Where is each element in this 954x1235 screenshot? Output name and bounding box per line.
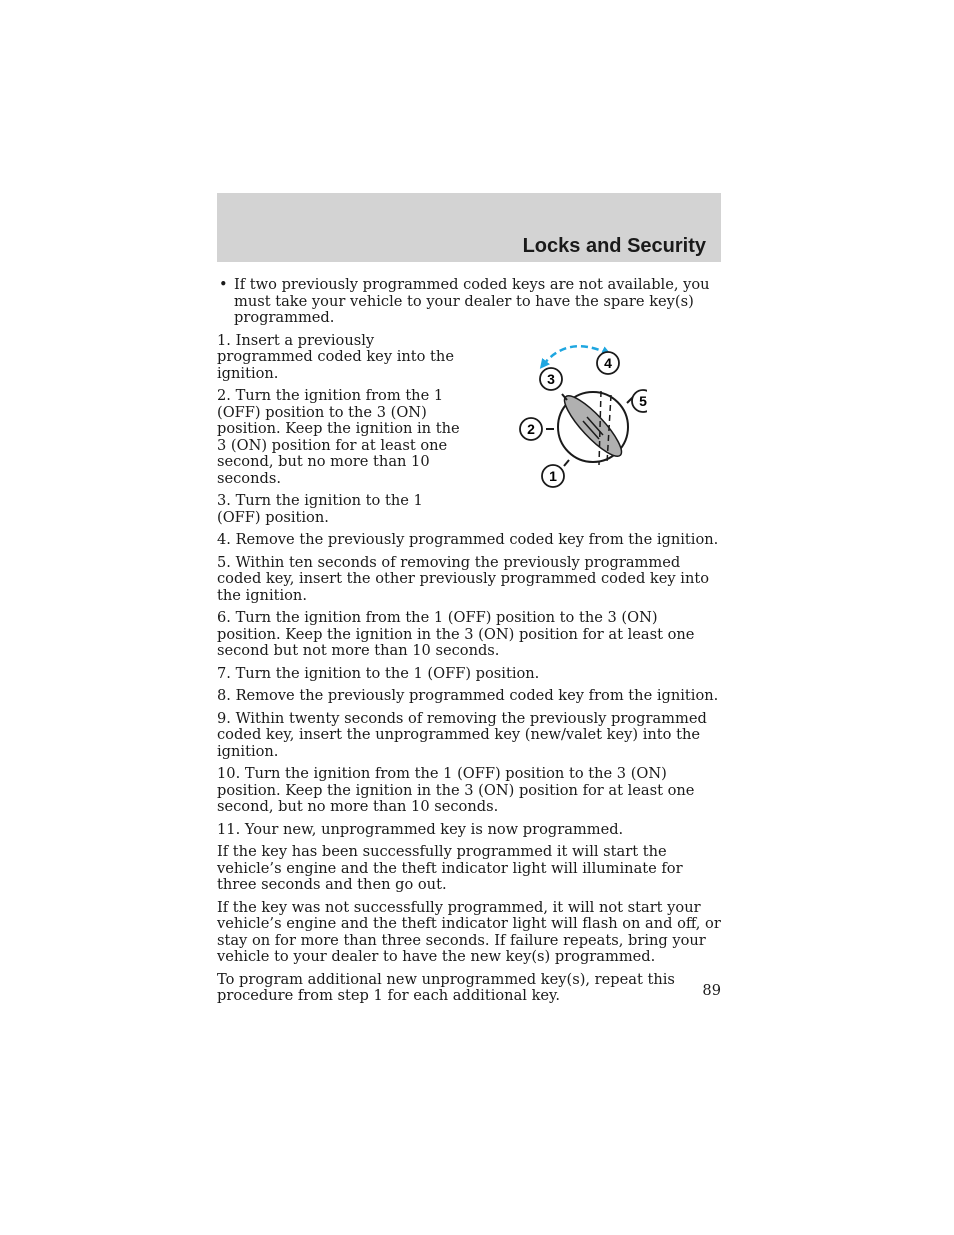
position-label-2 <box>520 418 542 440</box>
position-label-4 <box>597 352 619 374</box>
position-label-5 <box>632 390 647 412</box>
section-title: Locks and Security <box>522 235 706 257</box>
bullet-text: If two previously programmed coded keys are not available, you must take your vehicle to your dealer to have the spare key(s) programmed. <box>234 276 710 326</box>
steps-with-figure <box>217 333 723 527</box>
bullet-item <box>217 277 723 327</box>
step-10: 10. Turn the ignition from the 1 (OFF) position to the 3 (ON) position. Keep the ignition in the 3 (ON) position for at least one second, but no more than 10 seconds. <box>217 765 695 815</box>
step-9: 9. Within twenty seconds of removing the previously programmed coded key, insert the unprogrammed key (new/valet key) into the ignition. <box>217 709 707 760</box>
position-label-3 <box>540 368 562 390</box>
page-content <box>217 277 723 1011</box>
paragraph-success: If the key has been successfully programmed it will start the vehicle’s engine and the theft indicator light will illuminate for three seconds and then go out. <box>217 843 683 893</box>
position-label-1 <box>542 465 564 487</box>
step-11: 11. Your new, unprogrammed key is now programmed. <box>217 820 624 838</box>
step-6: 6. Turn the ignition from the 1 (OFF) position to the 3 (ON) position. Keep the ignition in the 3 (ON) position for at least one second but not more than 10 seconds. <box>217 609 695 659</box>
svg-text:1: 1 <box>549 467 557 484</box>
step-1: 1. Insert a previously programmed coded key into the ignition. <box>217 331 454 382</box>
bullet-symbol: • <box>219 276 228 293</box>
svg-text:5: 5 <box>639 392 647 409</box>
svg-text:4: 4 <box>604 354 612 371</box>
svg-text:3: 3 <box>547 370 555 387</box>
step-4: 4. Remove the previously programmed coded key from the ignition. <box>217 531 719 548</box>
step-8: 8. Remove the previously programmed coded key from the ignition. <box>217 687 719 704</box>
step-5: 5. Within ten seconds of removing the previously programmed coded key, insert the other previously programmed coded key into the ignition. <box>217 553 710 604</box>
steps-narrow-column <box>217 333 461 527</box>
page-number: 89 <box>702 982 721 999</box>
step-2: 2. Turn the ignition from the 1 (OFF) position to the 3 (ON) position. Keep the ignition in the 3 (ON) position for at least one second, but no more than 10 seconds. <box>217 387 460 487</box>
paragraph-additional: To program additional new unprogrammed key(s), repeat this procedure from step 1 for each additional key. <box>217 970 675 1004</box>
step-7: 7. Turn the ignition to the 1 (OFF) position. <box>217 664 540 682</box>
section-header <box>217 193 721 262</box>
paragraph-failure: If the key was not successfully programmed, it will not start your vehicle’s engine and the theft indicator light will flash on and off, or stay on for more than three seconds. If failure repeats, bring your vehicle to your dealer to have the new key(s) programmed. <box>217 898 721 965</box>
ignition-diagram <box>507 335 647 495</box>
step-3: 3. Turn the ignition to the 1 (OFF) position. <box>217 492 423 526</box>
svg-text:2: 2 <box>527 420 535 437</box>
